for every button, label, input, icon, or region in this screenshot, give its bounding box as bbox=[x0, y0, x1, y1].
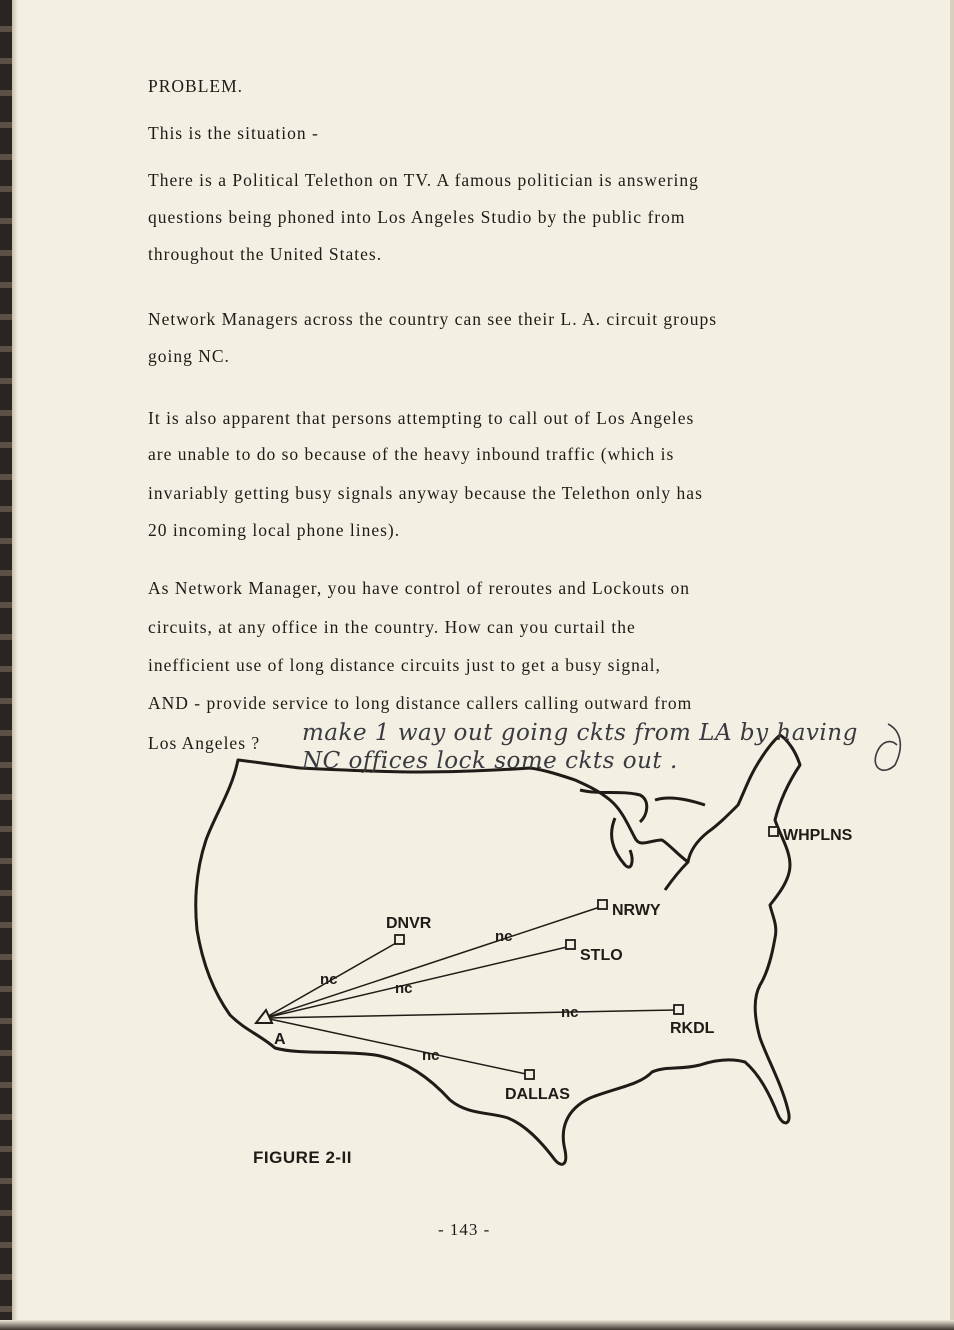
paragraph-4-line-1: As Network Manager, you have control of reroutes and Lockouts on bbox=[148, 578, 690, 598]
link-nrwy bbox=[265, 907, 600, 1018]
paragraph-2-line-1: Network Managers across the country can see their L. A. circuit groups bbox=[148, 309, 718, 329]
florida-peninsula bbox=[665, 862, 688, 890]
link-stlo bbox=[265, 947, 567, 1018]
origin-triangle-icon bbox=[256, 1010, 272, 1023]
office-square-icon bbox=[769, 827, 778, 836]
paragraph-2-line-2: going NC. bbox=[148, 346, 230, 366]
paragraph-4-line-5: Los Angeles ? bbox=[148, 733, 261, 753]
nc-label-nrwy: nc bbox=[495, 928, 513, 945]
paragraph-1-line-2: questions being phoned into Los Angeles Studio by the public from bbox=[148, 207, 686, 227]
office-rkdl bbox=[670, 1005, 715, 1037]
handwritten-note-line-2: NC offices lock some ckts out . bbox=[302, 748, 678, 774]
paragraph-3-line-3: invariably getting busy signals anyway because the Telethon only has bbox=[148, 483, 703, 503]
office-square-icon bbox=[566, 940, 575, 949]
office-label-whplns: WHPLNS bbox=[783, 827, 853, 844]
handwriting-loop bbox=[875, 724, 900, 770]
office-square-icon bbox=[525, 1070, 534, 1079]
circuit-links bbox=[265, 907, 676, 1074]
paragraph-4-line-2: circuits, at any office in the country. How can you curtail the bbox=[148, 617, 636, 637]
paragraph-1-line-3: throughout the United States. bbox=[148, 244, 383, 264]
heading: PROBLEM. bbox=[148, 76, 244, 96]
office-label-dnvr: DNVR bbox=[386, 915, 432, 932]
office-square-icon bbox=[598, 900, 607, 909]
office-square-icon bbox=[674, 1005, 683, 1014]
paragraph-4-line-3: inefficient use of long distance circuits just to get a busy signal, bbox=[148, 655, 661, 675]
office-label-rkdl: RKDL bbox=[670, 1020, 715, 1037]
page-number: - 143 - bbox=[438, 1220, 491, 1239]
paragraph-3-line-2: are unable to do so because of the heavy inbound traffic (which is bbox=[148, 444, 675, 464]
paragraph-4-line-4: AND - provide service to long distance callers calling outward from bbox=[148, 693, 693, 713]
link-dallas bbox=[265, 1018, 526, 1074]
office-square-icon bbox=[395, 935, 404, 944]
link-rkdl bbox=[265, 1010, 676, 1018]
handwritten-note-line-1: make 1 way out going ckts from LA by having bbox=[302, 720, 858, 746]
paragraph-3-line-1: It is also apparent that persons attempting to call out of Los Angeles bbox=[148, 408, 695, 428]
office-dnvr bbox=[386, 915, 432, 944]
office-nrwy bbox=[598, 900, 661, 919]
intro-line: This is the situation - bbox=[148, 123, 319, 143]
nc-label-stlo: nc bbox=[395, 980, 413, 997]
paragraph-3-line-4: 20 incoming local phone lines). bbox=[148, 520, 401, 540]
office-label-stlo: STLO bbox=[580, 947, 623, 964]
figure-caption: FIGURE 2-II bbox=[253, 1148, 353, 1167]
office-dallas bbox=[505, 1070, 570, 1103]
nc-label-rkdl: nc bbox=[561, 1004, 579, 1021]
nc-label-dnvr: nc bbox=[320, 971, 338, 988]
nc-label-dallas: nc bbox=[422, 1047, 440, 1064]
office-label-dallas: DALLAS bbox=[505, 1086, 570, 1103]
office-label-nrwy: NRWY bbox=[612, 902, 661, 919]
office-stlo bbox=[566, 940, 623, 964]
us-outline bbox=[196, 735, 800, 1164]
paragraph-1-line-1: There is a Political Telethon on TV. A famous politician is answering bbox=[148, 170, 699, 190]
great-lakes bbox=[580, 790, 705, 867]
origin-label: A bbox=[274, 1031, 286, 1048]
